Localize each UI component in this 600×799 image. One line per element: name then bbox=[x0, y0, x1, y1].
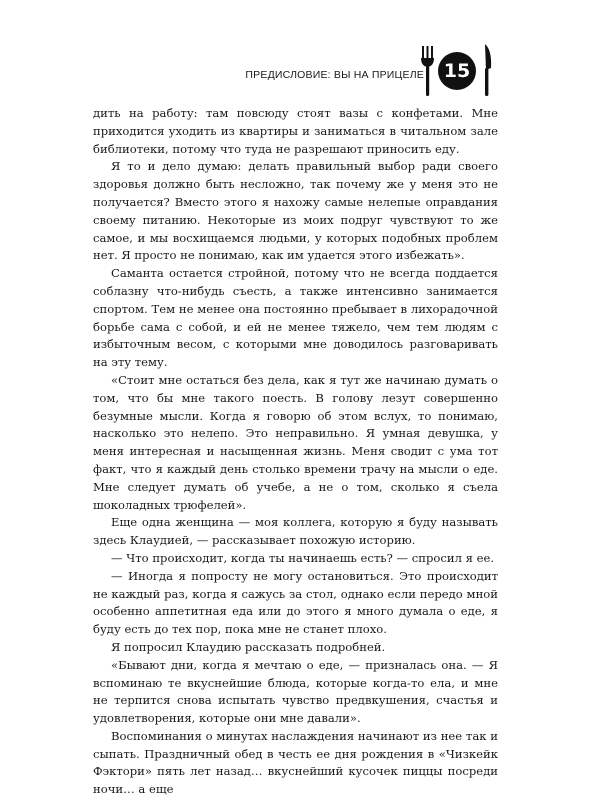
paragraph: Я то и дело думаю: делать правильный выбор ради своего здоровья должно быть несложно, так почему же у меня это не получается? Вместо этого я нахожу самые нелепые оправдания своему питанию. Некоторые из моих подруг чувствуют то же самое, и мы восхищаемся людьми, у которых подобных проблем нет. Я просто не понимаю, как им удается этого избежать». bbox=[93, 159, 498, 263]
body-text bbox=[93, 105, 498, 799]
chapter-title: ПРЕДИСЛОВИЕ: ВЫ НА ПРИЦЕЛЕ bbox=[245, 69, 424, 81]
paragraph: Еще одна женщина — моя коллега, которую я буду называть здесь Клаудией, — рассказывает похожую историю. bbox=[93, 515, 498, 548]
knife-icon bbox=[481, 44, 493, 96]
paragraph: Я попросил Клаудию рассказать подробней. bbox=[111, 639, 386, 654]
paragraph: «Стоит мне остаться без дела, как я тут же начинаю думать о том, что бы мне такого поесть. В голову лезут совершенно безумные мысли. Когда я говорю об этом вслух, то понимаю, насколько это нелепо. Это неправильно. Я умная девушка, у меня интересная и насыщенная жизнь. Меня сводит с ума тот факт, что я каждый день столько времени трачу на мысли о еде. Мне следует думать об учебе, а не о том, сколько я съела шоколадных трюфелей». bbox=[93, 372, 498, 512]
paragraph: «Бывают дни, когда я мечтаю о еде, — призналась она. — Я вспоминаю те вкуснейшие блюда, которые когда-то ела, и мне не терпится снова испытать чувство предвкушения, счастья и удовлетворения, которые они мне давали». bbox=[93, 657, 498, 726]
fork-icon bbox=[420, 46, 438, 96]
paragraph: — Что происходит, когда ты начинаешь есть? — спросил я ее. bbox=[111, 550, 495, 565]
page-number: 15 bbox=[438, 52, 476, 90]
paragraph: Воспоминания о минутах наслаждения начинают из нее так и сыпать. Праздничный обед в честь ее дня рождения в «Чизкейк Фэктори» пять лет назад… вкуснейший кусочек пиццы посреди ночи… а еще bbox=[93, 728, 498, 797]
paragraph: — Иногда я попросту не могу остановиться. Это происходит не каждый раз, когда я сажусь за стол, однако если передо мной особенно аппетитная еда или до этого я много думала о еде, я буду есть до тех пор, пока мне не станет плохо. bbox=[93, 568, 498, 637]
running-header bbox=[0, 38, 600, 98]
paragraph: Саманта остается стройной, потому что не всегда поддается соблазну что-нибудь съесть, а также интенсивно занимается спортом. Тем не менее она постоянно пребывает в лихорадочной борьбе сама с собой, и ей не менее тяжело, чем тем людям с избыточным весом, с которыми мне доводилось разговаривать на эту тему. bbox=[93, 266, 498, 370]
paragraph: дить на работу: там повсюду стоят вазы с конфетами. Мне приходится уходить из квартиры и заниматься в читальном зале библиотеки, потому что туда не разрешают приносить еду. bbox=[93, 106, 498, 156]
